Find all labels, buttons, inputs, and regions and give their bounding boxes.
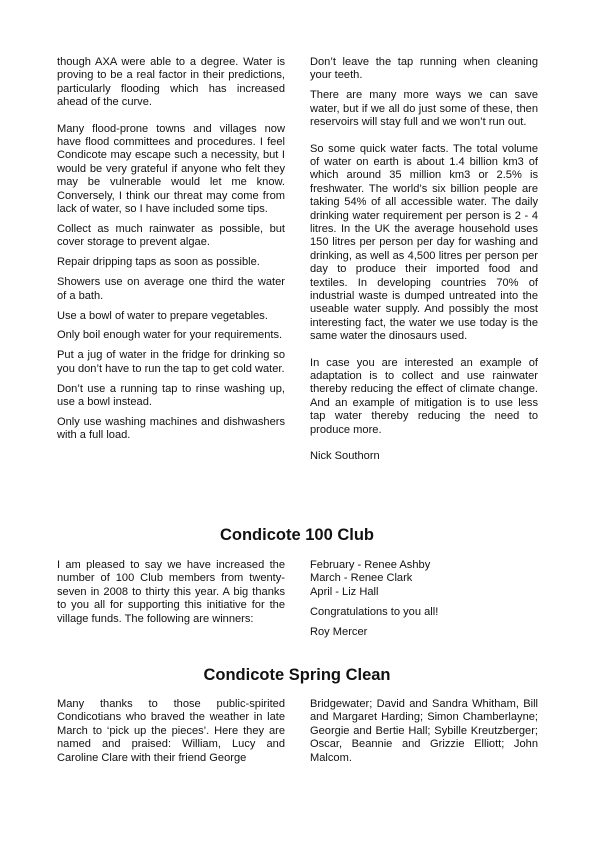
club-left-column [57,559,285,633]
paragraph: Many thanks to those public-spirited Condicotians who braved the weather in late March to ‘pick up the pieces’. Here they are named and praised: William, Lucy and Caroline Clare with their friend George [57,698,285,764]
author-signoff: Nick Southorn [310,450,380,463]
winner-item: March - Renee Clark [310,572,413,585]
paragraph: though AXA were able to a degree. Water is proving to be a real factor in their predictions, particularly flooding which has increased ahead of the curve. [57,56,285,109]
tip-item: Use a bowl of water to prepare vegetables. [57,309,268,322]
author-signoff: Roy Mercer [310,625,368,638]
winner-item: April - Liz Hall [310,585,379,598]
tip-item: Collect as much rainwater as possible, but cover storage to prevent algae. [57,222,285,249]
paragraph: Bridgewater; David and Sandra Whitham, Bill and Margaret Harding; Simon Chamberlayne; Georgie and Bertie Hall; Sybille Kreutzberger; Oscar, Beannie and Grizzie Elliott; John Malcom. [310,698,538,764]
winners-list [310,559,538,599]
tip-item: Only boil enough water for your requirements. [57,329,283,342]
section-heading-100-club: Condicote 100 Club [219,526,375,544]
tip-item: Put a jug of water in the fridge for drinking so you don’t have to run the tap to get cold water. [57,349,285,375]
paragraph: There are many more ways we can save water, but if we all do just some of these, then reservoirs will stay full and we won’t run out. [310,89,538,129]
tip-item: Don’t leave the tap running when cleaning your teeth. [310,56,538,82]
tip-item: Only use washing machines and dishwashers with a full load. [57,415,285,442]
club-right-column [310,559,538,639]
winner-item: February - Renee Ashby [310,559,431,571]
tip-item: Repair dripping taps as soon as possible. [57,256,260,269]
paragraph: I am pleased to say we have increased the number of 100 Club members from twenty-seven in 2008 to thirty this year. A big thanks to you all for supporting this initiative for the village funds. The following are winners: [57,559,285,625]
water-facts-paragraph: So some quick water facts. The total volume of water on earth is about 1.4 billion km3 of which around 35 million km3 or 2.5% is freshwater. The world’s six billion people are taking 54% of all accessible water. The daily drinking water requirement per person is 2 - 4 litres. In the UK the average household uses 150 litres per person per day for washing and drinking, as well as 4,500 litres per person per day to produce their imported food and textiles. In developing countries 70% of industrial waste is dumped untreated into the useable water supply. And possibly the most interesting fact, the water we use today is the same water the dinosaurs used. [310,142,538,343]
spring-clean-left-column [57,698,285,772]
spring-clean-right-column [310,698,538,772]
water-article-left-column [57,56,285,449]
paragraph: Many flood-prone towns and villages now have flood committees and procedures. I feel Condicote may escape such a necessity, but I would be very grateful if anyone who felt they may be vulnerable would let me know. Conversely, I think our threat may come from lack of water, so I have included some tips. [57,122,285,216]
congratulations-text: Congratulations to you all! [310,605,439,618]
section-heading-spring-clean: Condicote Spring Clean [203,666,391,684]
water-article-right-column [310,56,538,463]
tip-item: Showers use on average one third the water of a bath. [57,276,285,302]
tip-item: Don’t use a running tap to rinse washing up, use a bowl instead. [57,382,285,409]
paragraph: In case you are interested an example of adaptation is to collect and use rainwater thereby reducing the effect of climate change. And an example of mitigation is to use less tap water thereby reducing the need to produce more. [310,356,538,436]
